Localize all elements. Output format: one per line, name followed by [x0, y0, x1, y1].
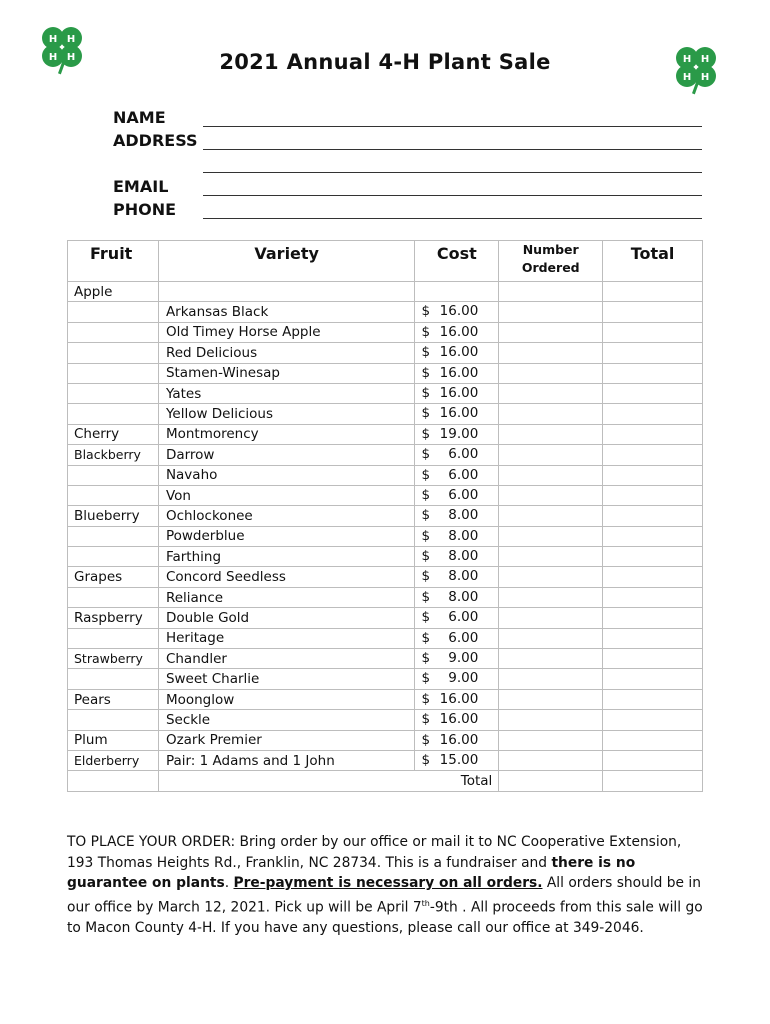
- cost-amount: 6.00: [448, 609, 479, 626]
- number-ordered-input[interactable]: [499, 608, 603, 628]
- variety-cell: Yellow Delicious: [158, 404, 415, 424]
- table-row: [68, 608, 703, 628]
- table-row: [68, 465, 703, 485]
- fruit-cell: [68, 363, 159, 383]
- row-total-input[interactable]: [603, 506, 703, 526]
- fruit-cell: Pears: [68, 689, 159, 709]
- table-row: [68, 750, 703, 770]
- table-row: [68, 526, 703, 546]
- row-total-input[interactable]: [603, 465, 703, 485]
- cost-dollar: $: [421, 384, 431, 401]
- cost-cell: [415, 730, 499, 750]
- order-table: [67, 240, 703, 792]
- row-total-input[interactable]: [603, 547, 703, 567]
- svg-text:H: H: [700, 54, 710, 65]
- fruit-cell: [68, 710, 159, 730]
- svg-text:H: H: [48, 34, 58, 45]
- number-ordered-input[interactable]: [499, 750, 603, 770]
- number-ordered-input[interactable]: [499, 689, 603, 709]
- row-total-input[interactable]: [603, 322, 703, 342]
- cost-cell: [415, 649, 499, 669]
- variety-header: Variety: [158, 241, 415, 282]
- cost-dollar: $: [421, 629, 431, 646]
- number-header-line1: Number: [522, 242, 579, 257]
- number-ordered-input[interactable]: [499, 547, 603, 567]
- cost-amount: 8.00: [448, 548, 479, 565]
- cost-dollar: $: [421, 486, 431, 503]
- variety-cell: Chandler: [158, 649, 415, 669]
- fruit-cell: [68, 485, 159, 505]
- row-total-input[interactable]: [603, 669, 703, 689]
- table-row: [68, 404, 703, 424]
- fruit-cell: Apple: [68, 282, 159, 302]
- row-total-input[interactable]: [603, 689, 703, 709]
- table-row: [68, 485, 703, 505]
- table-row: [68, 506, 703, 526]
- cost-cell: [415, 689, 499, 709]
- cost-amount: 9.00: [448, 650, 479, 667]
- variety-cell: Sweet Charlie: [158, 669, 415, 689]
- fruit-header: Fruit: [68, 241, 159, 282]
- number-ordered-input[interactable]: [499, 343, 603, 363]
- table-row: [68, 547, 703, 567]
- fruit-cell: [68, 343, 159, 363]
- row-total-input[interactable]: [603, 730, 703, 750]
- variety-cell: Yates: [158, 383, 415, 403]
- variety-cell: Darrow: [158, 445, 415, 465]
- row-total-input[interactable]: [603, 608, 703, 628]
- number-ordered-input[interactable]: [499, 730, 603, 750]
- fruit-cell: [68, 383, 159, 403]
- variety-cell: Ochlockonee: [158, 506, 415, 526]
- svg-text:H: H: [682, 54, 692, 65]
- table-row: [68, 689, 703, 709]
- cost-dollar: $: [421, 303, 431, 320]
- row-total-input[interactable]: [603, 302, 703, 322]
- name-label: NAME: [113, 108, 166, 127]
- number-ordered-input[interactable]: [499, 322, 603, 342]
- cost-cell: [415, 363, 499, 383]
- total-header: Total: [603, 241, 703, 282]
- cost-cell: [415, 669, 499, 689]
- fruit-cell: Raspberry: [68, 608, 159, 628]
- number-ordered-header: [499, 241, 603, 282]
- row-total-input[interactable]: [603, 445, 703, 465]
- number-ordered-input[interactable]: [499, 526, 603, 546]
- svg-text:H: H: [66, 52, 76, 63]
- cost-dollar: $: [421, 568, 431, 585]
- grand-total-input[interactable]: [603, 771, 703, 791]
- email-field[interactable]: [203, 195, 702, 196]
- variety-cell: [158, 282, 415, 302]
- phone-label: PHONE: [113, 200, 177, 219]
- table-row: [68, 567, 703, 587]
- table-row: [68, 424, 703, 444]
- cost-dollar: $: [421, 507, 431, 524]
- variety-cell: Pair: 1 Adams and 1 John: [158, 750, 415, 770]
- table-row: [68, 322, 703, 342]
- note-text-4: -9th . All proceeds from this sale will go to Macon County 4-H. If you have any questions, please call our office at 349-2046.: [67, 899, 703, 936]
- cost-cell: [415, 547, 499, 567]
- cost-dollar: $: [421, 466, 431, 483]
- cost-cell: [415, 506, 499, 526]
- fruit-cell: [68, 302, 159, 322]
- variety-cell: Moonglow: [158, 689, 415, 709]
- cost-cell: [415, 343, 499, 363]
- fruit-cell: Elderberry: [68, 750, 159, 770]
- fruit-cell: [68, 547, 159, 567]
- cost-amount: 6.00: [448, 486, 479, 503]
- fruit-cell: [68, 526, 159, 546]
- total-number-input[interactable]: [499, 771, 603, 791]
- cost-dollar: $: [421, 609, 431, 626]
- address-field-line2[interactable]: [203, 172, 702, 173]
- row-total-input[interactable]: [603, 383, 703, 403]
- table-row: [68, 363, 703, 383]
- fruit-cell: Cherry: [68, 424, 159, 444]
- cost-amount: 15.00: [439, 751, 479, 768]
- variety-cell: Heritage: [158, 628, 415, 648]
- row-total-input[interactable]: [603, 710, 703, 730]
- number-ordered-input[interactable]: [499, 649, 603, 669]
- table-row: [68, 649, 703, 669]
- address-field[interactable]: [203, 149, 702, 150]
- note-text-1: TO PLACE YOUR ORDER: Bring order by our office or mail it to NC Cooperative Extension, 193 Thomas Heights Rd., Franklin, NC 28734. This is a fundraiser and: [67, 834, 682, 871]
- table-row: [68, 282, 703, 302]
- number-ordered-input[interactable]: [499, 485, 603, 505]
- number-ordered-input[interactable]: [499, 302, 603, 322]
- cost-dollar: $: [421, 548, 431, 565]
- fruit-cell: [68, 669, 159, 689]
- page-title: 2021 Annual 4-H Plant Sale: [219, 50, 551, 74]
- cost-cell: [415, 383, 499, 403]
- row-total-input[interactable]: [603, 649, 703, 669]
- cost-dollar: $: [421, 425, 431, 442]
- cost-cell: [415, 282, 499, 302]
- cost-cell: [415, 424, 499, 444]
- cost-amount: 6.00: [448, 446, 479, 463]
- fruit-cell: Blueberry: [68, 506, 159, 526]
- email-label: EMAIL: [113, 177, 169, 196]
- cost-dollar: $: [421, 344, 431, 361]
- row-total-input[interactable]: [603, 282, 703, 302]
- fruit-cell: [68, 322, 159, 342]
- cost-cell: [415, 302, 499, 322]
- order-instructions: [67, 832, 707, 938]
- row-total-input[interactable]: [603, 526, 703, 546]
- cost-amount: 16.00: [439, 323, 479, 340]
- variety-cell: Red Delicious: [158, 343, 415, 363]
- variety-cell: Reliance: [158, 587, 415, 607]
- variety-cell: Farthing: [158, 547, 415, 567]
- variety-cell: Montmorency: [158, 424, 415, 444]
- note-text-3: All orders should be in our office by March 12, 2021. Pick up will be April 7: [67, 875, 702, 916]
- number-ordered-input[interactable]: [499, 567, 603, 587]
- empty-cell: [68, 771, 159, 791]
- table-row: [68, 445, 703, 465]
- fruit-cell: [68, 587, 159, 607]
- cost-cell: [415, 750, 499, 770]
- table-row: [68, 730, 703, 750]
- svg-text:H: H: [700, 72, 710, 83]
- variety-cell: Seckle: [158, 710, 415, 730]
- variety-cell: Ozark Premier: [158, 730, 415, 750]
- row-total-input[interactable]: [603, 485, 703, 505]
- variety-cell: Concord Seedless: [158, 567, 415, 587]
- cost-dollar: $: [421, 670, 431, 687]
- cost-cell: [415, 526, 499, 546]
- variety-cell: Arkansas Black: [158, 302, 415, 322]
- table-row: [68, 669, 703, 689]
- number-ordered-input[interactable]: [499, 282, 603, 302]
- cost-cell: [415, 485, 499, 505]
- table-row: [68, 383, 703, 403]
- variety-cell: Double Gold: [158, 608, 415, 628]
- cost-amount: 8.00: [448, 507, 479, 524]
- row-total-input[interactable]: [603, 567, 703, 587]
- fruit-cell: [68, 404, 159, 424]
- fruit-cell: [68, 465, 159, 485]
- table-row: [68, 302, 703, 322]
- cost-dollar: $: [421, 711, 431, 728]
- name-field[interactable]: [203, 126, 702, 127]
- cost-dollar: $: [421, 446, 431, 463]
- table-row: [68, 710, 703, 730]
- cost-dollar: $: [421, 527, 431, 544]
- table-row: [68, 587, 703, 607]
- cost-cell: [415, 567, 499, 587]
- address-label: ADDRESS: [113, 131, 198, 150]
- cost-dollar: $: [421, 690, 431, 707]
- cost-amount: 8.00: [448, 588, 479, 605]
- note-prepayment: Pre-payment is necessary on all orders.: [233, 875, 543, 891]
- table-row: [68, 343, 703, 363]
- number-ordered-input[interactable]: [499, 445, 603, 465]
- cost-amount: 16.00: [439, 731, 479, 748]
- cost-dollar: $: [421, 405, 431, 422]
- variety-cell: Powderblue: [158, 526, 415, 546]
- variety-cell: Stamen-Winesap: [158, 363, 415, 383]
- table-row: [68, 628, 703, 648]
- number-ordered-input[interactable]: [499, 628, 603, 648]
- number-ordered-input[interactable]: [499, 383, 603, 403]
- cost-amount: 9.00: [448, 670, 479, 687]
- cost-header: Cost: [415, 241, 499, 282]
- cost-amount: 16.00: [439, 364, 479, 381]
- svg-text:H: H: [66, 34, 76, 45]
- cost-cell: [415, 404, 499, 424]
- total-label: Total: [158, 771, 498, 791]
- variety-cell: Old Timey Horse Apple: [158, 322, 415, 342]
- cost-cell: [415, 322, 499, 342]
- row-total-input[interactable]: [603, 628, 703, 648]
- cost-dollar: $: [421, 364, 431, 381]
- cost-amount: 6.00: [448, 629, 479, 646]
- row-total-input[interactable]: [603, 404, 703, 424]
- cost-cell: [415, 608, 499, 628]
- cost-amount: 16.00: [439, 711, 479, 728]
- number-ordered-input[interactable]: [499, 669, 603, 689]
- number-ordered-input[interactable]: [499, 587, 603, 607]
- cost-amount: 16.00: [439, 303, 479, 320]
- cost-amount: 19.00: [439, 425, 479, 442]
- number-ordered-input[interactable]: [499, 424, 603, 444]
- cost-dollar: $: [421, 588, 431, 605]
- cost-cell: [415, 587, 499, 607]
- number-header-line2: Ordered: [521, 260, 580, 275]
- svg-text:H: H: [682, 72, 692, 83]
- cost-amount: 16.00: [439, 344, 479, 361]
- note-guarantee: there is no guarantee on plants: [67, 854, 636, 891]
- row-total-input[interactable]: [603, 424, 703, 444]
- number-ordered-input[interactable]: [499, 710, 603, 730]
- cost-dollar: $: [421, 731, 431, 748]
- fruit-cell: Grapes: [68, 567, 159, 587]
- number-ordered-input[interactable]: [499, 506, 603, 526]
- cost-amount: 16.00: [439, 405, 479, 422]
- row-total-input[interactable]: [603, 343, 703, 363]
- cost-cell: [415, 445, 499, 465]
- row-total-input[interactable]: [603, 587, 703, 607]
- note-text-2: .: [224, 875, 234, 891]
- row-total-input[interactable]: [603, 750, 703, 770]
- cost-amount: 6.00: [448, 466, 479, 483]
- svg-text:H: H: [48, 52, 58, 63]
- cost-cell: [415, 628, 499, 648]
- fruit-cell: [68, 628, 159, 648]
- note-sup: th: [421, 898, 430, 908]
- variety-cell: Von: [158, 485, 415, 505]
- cost-amount: 8.00: [448, 568, 479, 585]
- cost-dollar: $: [421, 751, 431, 768]
- fruit-cell: Strawberry: [68, 649, 159, 669]
- row-total-input[interactable]: [603, 363, 703, 383]
- number-ordered-input[interactable]: [499, 363, 603, 383]
- number-ordered-input[interactable]: [499, 404, 603, 424]
- table-total-row: [68, 771, 703, 791]
- cost-amount: 16.00: [439, 690, 479, 707]
- phone-field[interactable]: [203, 218, 702, 219]
- number-ordered-input[interactable]: [499, 465, 603, 485]
- cost-amount: 16.00: [439, 384, 479, 401]
- cost-dollar: $: [421, 323, 431, 340]
- cost-amount: 8.00: [448, 527, 479, 544]
- cost-dollar: $: [421, 650, 431, 667]
- fruit-cell: Blackberry: [68, 445, 159, 465]
- cost-cell: [415, 465, 499, 485]
- cost-cell: [415, 710, 499, 730]
- fruit-cell: Plum: [68, 730, 159, 750]
- variety-cell: Navaho: [158, 465, 415, 485]
